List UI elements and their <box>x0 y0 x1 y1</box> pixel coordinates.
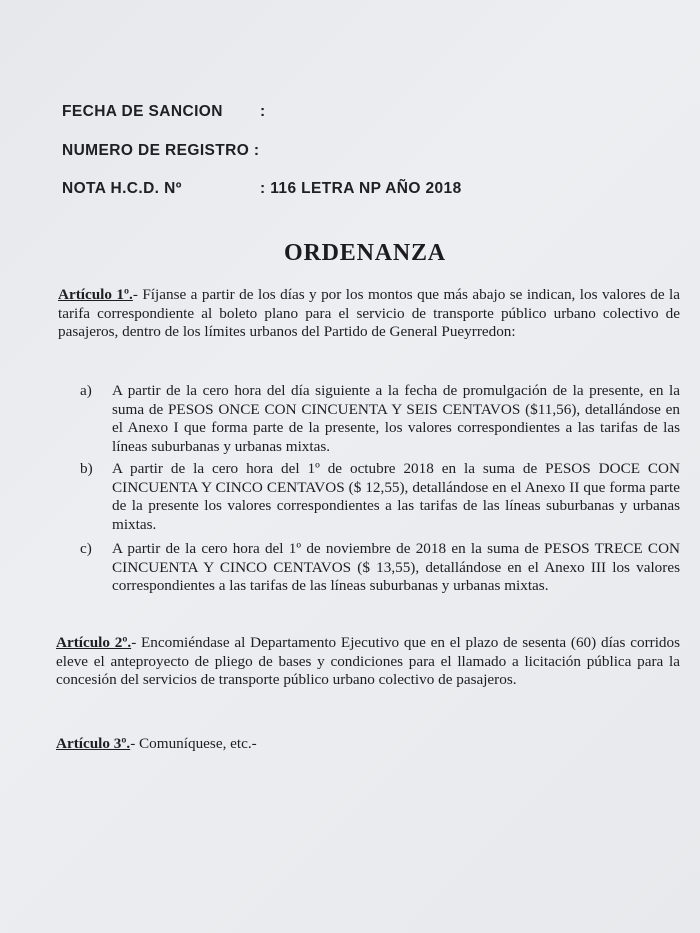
fecha-sancion-row <box>62 103 266 121</box>
article-2-text: - Encomiéndase al Departamento Ejecutivo que en el plazo de sesenta (60) días corridos eleve el anteproyecto de pliego de bases y condiciones para el llamado a licitación pública para la concesión del servicios de transporte público urbano colectivo de pasajeros. <box>56 634 681 689</box>
article-1 <box>58 286 680 342</box>
fecha-sancion-colon: : <box>260 103 266 120</box>
list-item-text: A partir de la cero hora del 1º de noviembre de 2018 en la suma de PESOS TRECE CON CINCUENTA Y CINCO CENTAVOS ($ 13,55), detallándose en el Anexo III los valores correspondientes a las tarifas de las líneas suburbanas y urbanas mixtas. <box>112 540 680 595</box>
list-item-letter: b) <box>80 460 93 477</box>
article-2 <box>56 634 680 690</box>
numero-registro-row <box>62 142 259 160</box>
list-item-text: A partir de la cero hora del día siguiente a la fecha de promulgación de la presente, en la suma de PESOS ONCE CON CINCUENTA Y SEIS CENTAVOS ($11,56), detallándose en el Anexo I que forma parte de la presente, los valores correspondientes a las tarifas de las líneas suburbanas y urbanas mixtas. <box>112 382 680 455</box>
list-item-letter: a) <box>80 382 92 399</box>
article-3-text: - Comuníquese, etc.- <box>130 735 257 752</box>
numero-registro-label: NUMERO DE REGISTRO : <box>62 142 260 159</box>
fecha-sancion-label: FECHA DE SANCION <box>62 103 223 120</box>
article-3 <box>56 735 680 754</box>
article-1-label: Artículo 1º. <box>58 286 133 303</box>
list-item-letter: c) <box>80 540 92 557</box>
nota-hcd-row <box>62 180 462 198</box>
page-title: ORDENANZA <box>284 240 446 266</box>
article-1-text: - Fíjanse a partir de los días y por los montos que más abajo se indican, los valores de la tarifa correspondiente al boleto plano para el servicio de transporte público urbano colectivo de pasajeros, dentro de los límites urbanos del Partido de General Pueyrredon: <box>58 286 680 341</box>
article-3-label: Artículo 3º. <box>56 735 131 752</box>
list-item-text: A partir de la cero hora del 1º de octubre 2018 en la suma de PESOS DOCE CON CINCUENTA Y CINCO CENTAVOS ($ 12,55), detallándose en el Anexo II que forma parte de la presente los valores correspondientes a las tarifas de las líneas suburbanas y urbanas mixtas. <box>112 460 680 533</box>
nota-hcd-value: : 116 LETRA NP AÑO 2018 <box>260 180 462 197</box>
article-2-label: Artículo 2º. <box>56 634 132 651</box>
nota-hcd-label: NOTA H.C.D. Nº <box>62 180 182 197</box>
